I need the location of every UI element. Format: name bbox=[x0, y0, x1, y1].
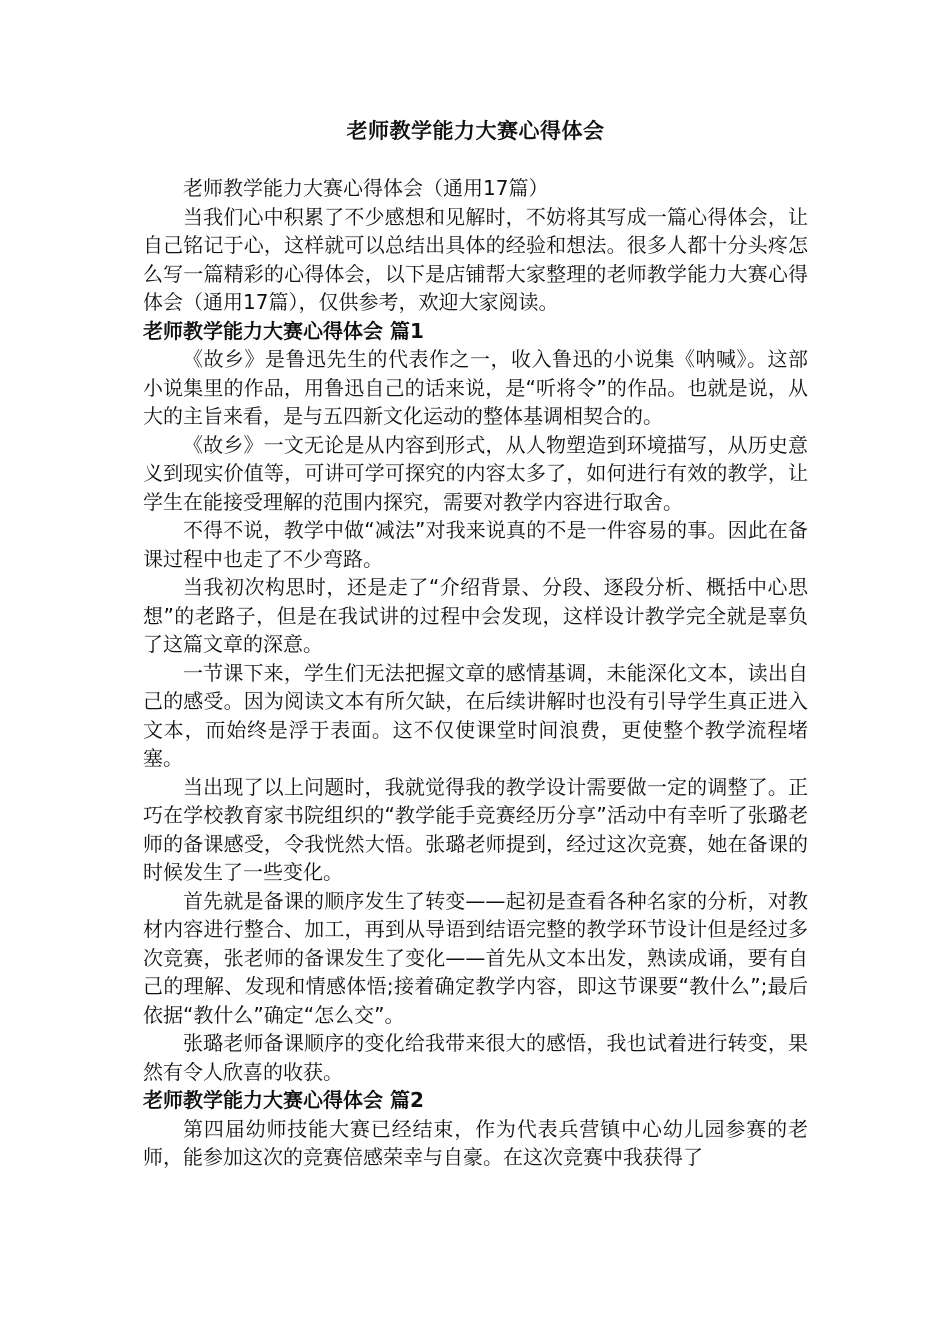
paragraph: 当出现了以上问题时，我就觉得我的教学设计需要做一定的调整了。正巧在学校教育家书院组织的“教学能手竞赛经历分享”活动中有幸听了张璐老师的备课感受，令我恍然大悟。张璐老师提到，经过这次竞赛，她在备课的时候发生了一些变化。 bbox=[143, 774, 808, 884]
paragraph: 第四届幼师技能大赛已经结束，作为代表兵营镇中心幼儿园参赛的老师，能参加这次的竞赛倍感荣幸与自豪。在这次竞赛中我获得了 bbox=[143, 1116, 808, 1169]
document-page bbox=[143, 116, 808, 1172]
paragraph: 一节课下来，学生们无法把握文章的感情基调，未能深化文本，读出自己的感受。因为阅读文本有所欠缺，在后续讲解时也没有引导学生真正进入文本，而始终是浮于表面。这不仅使课堂时间浪费，更使整个教学流程堵塞。 bbox=[143, 660, 808, 770]
paragraph: 张璐老师备课顺序的变化给我带来很大的感悟，我也试着进行转变，果然有令人欣喜的收获。 bbox=[143, 1031, 808, 1084]
paragraph: 《故乡》一文无论是从内容到形式，从人物塑造到环境描写，从历史意义到现实价值等，可讲可学可探究的内容太多了，如何进行有效的教学，让学生在能接受理解的范围内探究，需要对教学内容进行取舍。 bbox=[143, 432, 808, 514]
section-heading-1: 老师教学能力大赛心得体会 篇1 bbox=[143, 318, 424, 343]
paragraph: 不得不说，教学中做“减法”对我来说真的不是一件容易的事。因此在备课过程中也走了不少弯路。 bbox=[143, 518, 808, 571]
paragraph: 首先就是备课的顺序发生了转变——起初是查看各种名家的分析，对教材内容进行整合、加工，再到从导语到结语完整的教学环节设计但是经过多次竞赛，张老师的备课发生了变化——首先从文本出发，熟读成诵，要有自己的理解、发现和情感体悟;接着确定教学内容，即这节课要“教什么”;最后依据“教什么”确定“怎么交”。 bbox=[143, 888, 808, 1027]
intro-paragraph: 当我们心中积累了不少感想和见解时，不妨将其写成一篇心得体会，让自己铭记于心，这样就可以总结出具体的经验和想法。很多人都十分头疼怎么写一篇精彩的心得体会，以下是店铺帮大家整理的老师教学能力大赛心得体会（通用17篇），仅供参考，欢迎大家阅读。 bbox=[143, 204, 808, 314]
document-subtitle: 老师教学能力大赛心得体会（通用17篇） bbox=[183, 176, 549, 200]
paragraph: 《故乡》是鲁迅先生的代表作之一，收入鲁迅的小说集《呐喊》。这部小说集里的作品，用鲁迅自己的话来说，是“听将令”的作品。也就是说，从大的主旨来看，是与五四新文化运动的整体基调相契合的。 bbox=[143, 347, 808, 428]
document-title: 老师教学能力大赛心得体会 bbox=[346, 119, 605, 143]
paragraph: 当我初次构思时，还是走了“介绍背景、分段、逐段分析、概括中心思想”的老路子，但是在我试讲的过程中会发现，这样设计教学完全就是辜负了这篇文章的深意。 bbox=[143, 575, 808, 656]
section-heading-2: 老师教学能力大赛心得体会 篇2 bbox=[143, 1088, 424, 1112]
